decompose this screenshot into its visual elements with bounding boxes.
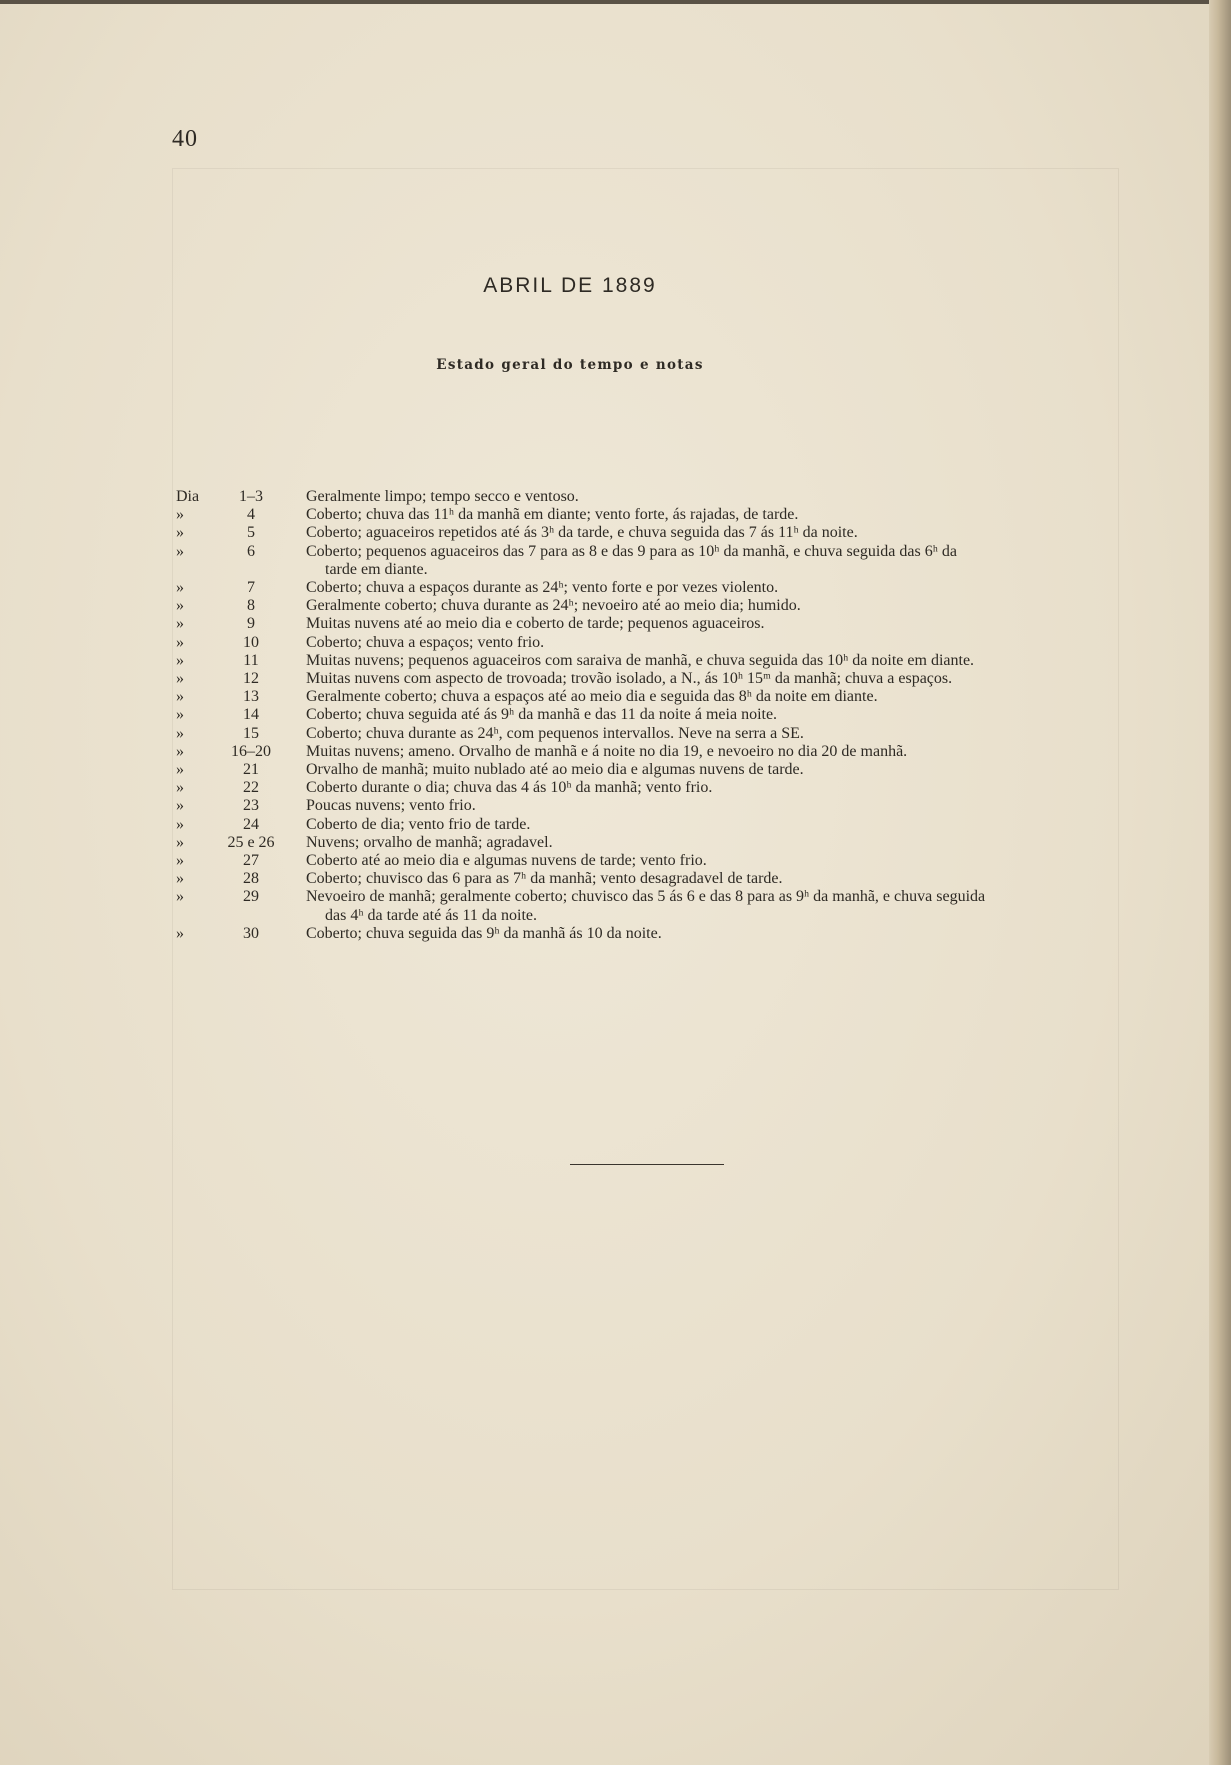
row-label: » bbox=[176, 797, 184, 815]
page-subtitle: Estado geral do tempo e notas bbox=[436, 357, 704, 373]
note-line: Geralmente coberto; chuva a espaços até ao meio dia e seguida das 8ʰ da noite em diante. bbox=[306, 688, 878, 706]
weather-note bbox=[286, 725, 1096, 743]
note-row bbox=[176, 761, 1116, 779]
note-line: Muitas nuvens com aspecto de trovoada; trovão isolado, a N., ás 10ʰ 15ᵐ da manhã; chuva a espaços. bbox=[306, 670, 953, 688]
day-number: 24 bbox=[243, 815, 259, 833]
note-continuation-line: das 4ʰ da tarde até ás 11 da noite. bbox=[325, 906, 538, 924]
note-row bbox=[176, 797, 1116, 815]
row-label: » bbox=[176, 651, 184, 669]
note-row bbox=[176, 543, 1116, 579]
row-label: » bbox=[176, 597, 184, 615]
note-row bbox=[176, 852, 1116, 870]
row-label: » bbox=[176, 542, 184, 560]
weather-note bbox=[286, 652, 1096, 670]
day-number: 28 bbox=[243, 870, 259, 888]
weather-note bbox=[286, 615, 1096, 633]
weather-note bbox=[286, 688, 1096, 706]
note-line: Muitas nuvens; pequenos aguaceiros com saraiva de manhã, e chuva seguida das 10ʰ da noite em diante. bbox=[306, 651, 975, 669]
weather-note bbox=[286, 761, 1096, 779]
day-number: 5 bbox=[247, 524, 255, 542]
weather-note bbox=[286, 779, 1096, 797]
row-label: » bbox=[176, 924, 184, 942]
weather-note bbox=[286, 834, 1096, 852]
note-continuation-line: tarde em diante. bbox=[325, 560, 428, 578]
note-line: Geralmente coberto; chuva durante as 24ʰ; nevoeiro até ao meio dia; humido. bbox=[306, 597, 801, 615]
note-line: Muitas nuvens até ao meio dia e coberto de tarde; pequenos aguaceiros. bbox=[306, 615, 765, 633]
note-row bbox=[176, 634, 1116, 652]
weather-note bbox=[286, 816, 1096, 834]
note-row bbox=[176, 579, 1116, 597]
weather-note bbox=[286, 634, 1096, 652]
weather-note bbox=[286, 870, 1096, 888]
day-number: 21 bbox=[243, 761, 259, 779]
row-label: » bbox=[176, 615, 184, 633]
day-number: 27 bbox=[243, 852, 259, 870]
row-label: » bbox=[176, 870, 184, 888]
note-row bbox=[176, 834, 1116, 852]
note-row bbox=[176, 706, 1116, 724]
note-row bbox=[176, 888, 1116, 924]
note-line: Coberto; pequenos aguaceiros das 7 para as 8 e das 9 para as 10ʰ da manhã, e chuva seguida das 6ʰ da bbox=[306, 542, 957, 560]
day-number: 25 e 26 bbox=[227, 833, 275, 851]
day-number: 1–3 bbox=[239, 488, 263, 505]
note-line: Coberto até ao meio dia e algumas nuvens de tarde; vento frio. bbox=[306, 852, 707, 870]
row-label: » bbox=[176, 815, 184, 833]
row-label: » bbox=[176, 742, 184, 760]
note-row bbox=[176, 670, 1116, 688]
weather-note bbox=[286, 743, 1096, 761]
note-line: Coberto durante o dia; chuva das 4 ás 10ʰ da manhã; vento frio. bbox=[306, 779, 713, 797]
weather-note bbox=[286, 706, 1096, 724]
weather-note bbox=[286, 797, 1096, 815]
day-number: 13 bbox=[243, 688, 259, 706]
row-label: Dia bbox=[176, 488, 200, 505]
note-row bbox=[176, 870, 1116, 888]
day-number: 4 bbox=[247, 506, 255, 524]
weather-note bbox=[286, 852, 1096, 870]
day-number: 22 bbox=[243, 779, 259, 797]
row-label: » bbox=[176, 633, 184, 651]
note-line: Coberto; chuva durante as 24ʰ, com pequenos intervallos. Neve na serra a SE. bbox=[306, 724, 804, 742]
day-number: 7 bbox=[247, 579, 255, 597]
note-row bbox=[176, 688, 1116, 706]
note-row bbox=[176, 597, 1116, 615]
page-number: 40 bbox=[172, 126, 198, 152]
row-label: » bbox=[176, 779, 184, 797]
note-row bbox=[176, 524, 1116, 542]
row-label: » bbox=[176, 833, 184, 851]
day-number: 14 bbox=[243, 706, 259, 724]
note-line: Nevoeiro de manhã; geralmente coberto; chuvisco das 5 ás 6 e das 8 para as 9ʰ da manhã, e chuva seguida bbox=[306, 888, 986, 906]
note-line: Orvalho de manhã; muito nublado até ao meio dia e algumas nuvens de tarde. bbox=[306, 761, 804, 779]
day-number: 11 bbox=[243, 651, 259, 669]
note-row bbox=[176, 506, 1116, 524]
page-title: ABRIL DE 1889 bbox=[483, 274, 657, 297]
weather-note bbox=[286, 506, 1096, 524]
note-line: Muitas nuvens; ameno. Orvalho de manhã e á noite no dia 19, e nevoeiro no dia 20 de manhã. bbox=[306, 742, 908, 760]
day-number: 6 bbox=[247, 542, 255, 560]
weather-notes-list bbox=[176, 488, 1116, 943]
weather-note bbox=[286, 488, 1096, 506]
note-line: Coberto; chuva seguida até ás 9ʰ da manhã e das 11 da noite á meia noite. bbox=[306, 706, 778, 724]
weather-note bbox=[286, 670, 1096, 688]
day-number: 9 bbox=[247, 615, 255, 633]
weather-note bbox=[286, 524, 1096, 542]
note-line: Coberto; aguaceiros repetidos até ás 3ʰ da tarde, e chuva seguida das 7 ás 11ʰ da noite. bbox=[306, 524, 858, 542]
day-number: 16–20 bbox=[231, 742, 271, 760]
weather-note bbox=[286, 925, 1096, 943]
weather-note bbox=[286, 579, 1096, 597]
day-number: 15 bbox=[243, 724, 259, 742]
weather-note bbox=[286, 543, 1096, 579]
weather-note bbox=[286, 597, 1096, 615]
note-line: Nuvens; orvalho de manhã; agradavel. bbox=[306, 833, 553, 851]
end-rule bbox=[570, 1164, 724, 1165]
day-number: 30 bbox=[243, 924, 259, 942]
note-row bbox=[176, 816, 1116, 834]
day-number: 12 bbox=[243, 670, 259, 688]
day-number: 23 bbox=[243, 797, 259, 815]
row-label: » bbox=[176, 579, 184, 597]
note-row bbox=[176, 725, 1116, 743]
day-number: 8 bbox=[247, 597, 255, 615]
note-line: Coberto de dia; vento frio de tarde. bbox=[306, 815, 531, 833]
note-line: Coberto; chuvisco das 6 para as 7ʰ da manhã; vento desagradavel de tarde. bbox=[306, 870, 783, 888]
row-label: » bbox=[176, 761, 184, 779]
note-row bbox=[176, 779, 1116, 797]
row-label: » bbox=[176, 888, 184, 906]
note-line: Coberto; chuva a espaços durante as 24ʰ; vento forte e por vezes violento. bbox=[306, 579, 779, 597]
row-label: » bbox=[176, 706, 184, 724]
row-label: » bbox=[176, 506, 184, 524]
note-row bbox=[176, 743, 1116, 761]
note-line: Coberto; chuva das 11ʰ da manhã em diante; vento forte, ás rajadas, de tarde. bbox=[306, 506, 799, 524]
weather-note bbox=[286, 888, 1096, 924]
page-top-edge bbox=[0, 0, 1231, 4]
note-line: Coberto; chuva seguida das 9ʰ da manhã ás 10 da noite. bbox=[306, 924, 662, 942]
note-row bbox=[176, 615, 1116, 633]
row-label: » bbox=[176, 724, 184, 742]
note-row bbox=[176, 488, 1116, 506]
page-binding-edge bbox=[1209, 0, 1231, 1765]
day-number: 29 bbox=[243, 888, 259, 906]
note-line: Poucas nuvens; vento frio. bbox=[306, 797, 476, 815]
row-label: » bbox=[176, 688, 184, 706]
note-row bbox=[176, 925, 1116, 943]
note-line: Geralmente limpo; tempo secco e ventoso. bbox=[306, 488, 579, 505]
row-label: » bbox=[176, 852, 184, 870]
row-label: » bbox=[176, 670, 184, 688]
note-row bbox=[176, 652, 1116, 670]
day-number: 10 bbox=[243, 633, 259, 651]
note-line: Coberto; chuva a espaços; vento frio. bbox=[306, 633, 545, 651]
row-label: » bbox=[176, 524, 184, 542]
